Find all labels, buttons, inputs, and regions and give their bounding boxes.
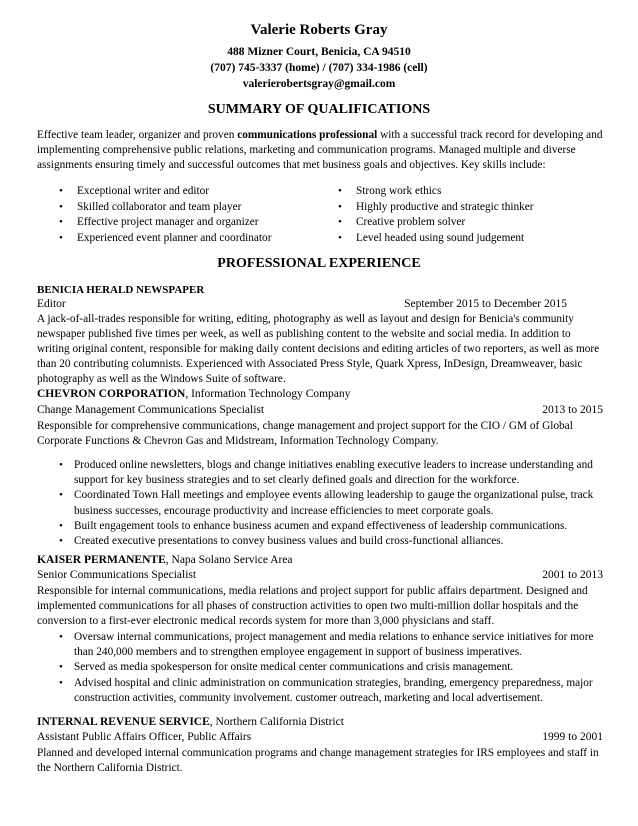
skills-right-list xyxy=(334,184,594,246)
org-name: KAISER PERMANENTE xyxy=(37,554,166,566)
role-dates: September 2015 to December 2015 xyxy=(404,298,567,310)
role-title: Assistant Public Affairs Officer, Public Affairs xyxy=(37,731,252,743)
benicia-description: A jack-of-all-trades responsible for writing, editing, photography as well as layout and design for Benicia's community newspaper published five times per week, as well as publishing content to the website and social media. In addition to writing original content, responsible for making daily content decisions and editing articles of two reporters, as well as more than 20 contributing columnists. Experienced with Associated Press Style, Quark Xpress, InDesign, Dreamweaver, basic photography as well as the Windows Suite of software. xyxy=(37,313,600,385)
achievement-item: • Oversaw internal communications, project management and media relations to enhance service initiatives for more than 240,000 members and to strengthen employee engagement in support of business imperatives. xyxy=(37,630,603,660)
skill-item: • Skilled collaborator and team player xyxy=(55,200,315,216)
org-benicia xyxy=(37,284,204,296)
org-detail: , Napa Solano Service Area xyxy=(165,554,293,566)
kaiser-description: Responsible for internal communications, media relations and project support for public affairs department. Designed and implemented communications for all phases of construction activities to open two multi-million dollar hospitals and the conversion to a first-ever electronic medical records system for more than 3,000 physicians and staff. xyxy=(37,585,588,627)
skill-item: • Creative problem solver xyxy=(334,215,594,231)
achievement-item: • Produced online newsletters, blogs and change initiatives enabling executive leaders to increase understanding and support for key business strategies and to set clearly defined goals and direction for the workforce. xyxy=(37,458,603,488)
phone: (707) 745-3337 (home) / (707) 334-1986 (cell) xyxy=(210,62,428,74)
skill-item: • Exceptional writer and editor xyxy=(55,184,315,200)
skills-left-list xyxy=(55,184,315,246)
org-kaiser xyxy=(37,554,293,566)
achievement-item: • Created executive presentations to convey business values and build cross-functional alliances. xyxy=(37,534,603,549)
summary-text-2: with a successful track record for developing and implementing comprehensive public relations, marketing and communication programs. Managed multiple and diverse assignments ensuring timely and successful outcomes that met business goals and objectives. Key skills include: xyxy=(37,129,603,171)
skill-item: • Highly productive and strategic thinker xyxy=(334,200,594,216)
experience-title: PROFESSIONAL EXPERIENCE xyxy=(217,256,421,271)
org-irs xyxy=(37,716,344,728)
summary-text-1: Effective team leader, organizer and proven xyxy=(37,129,238,141)
achievement-item: • Built engagement tools to enhance business acumen and expand effectiveness of leadership communications. xyxy=(37,519,603,534)
role-row-irs xyxy=(37,731,603,743)
role-title: Senior Communications Specialist xyxy=(37,569,197,581)
skill-item: • Level headed using sound judgement xyxy=(334,231,594,247)
achievement-item: • Coordinated Town Hall meetings and employee events allowing leadership to gauge the organizational pulse, track business successes, encourage productivity and increase efficiencies to meet corporate goals. xyxy=(37,488,603,518)
candidate-name: Valerie Roberts Gray xyxy=(250,22,388,38)
org-name: BENICIA HERALD NEWSPAPER xyxy=(37,284,205,296)
role-dates: 1999 to 2001 xyxy=(542,731,603,743)
role-row-benicia xyxy=(37,298,603,310)
chevron-description: Responsible for comprehensive communications, change management and project support for the CIO / GM of Global Corporate Functions & Chevron Gas and Midstream, Information Technology Company. xyxy=(37,420,573,447)
role-title: Editor xyxy=(37,298,66,310)
skill-item: • Strong work ethics xyxy=(334,184,594,200)
summary-paragraph xyxy=(37,128,603,173)
role-title: Change Management Communications Specialist xyxy=(37,404,265,416)
role-dates: 2001 to 2013 xyxy=(542,569,603,581)
chevron-bullets xyxy=(37,458,603,549)
kaiser-bullets xyxy=(37,630,603,706)
achievement-item: • Advised hospital and clinic administration on communication strategies, branding, emergency preparedness, major construction activities, community involvement. customer outreach, marketing and local advertisement. xyxy=(37,676,603,706)
summary-text-bold: communications professional xyxy=(237,129,378,141)
role-row-kaiser xyxy=(37,569,603,581)
summary-title: SUMMARY OF QUALIFICATIONS xyxy=(207,102,431,117)
email: valerierobertsgray@gmail.com xyxy=(242,78,396,90)
org-detail: , Information Technology Company xyxy=(185,388,351,400)
org-name: INTERNAL REVENUE SERVICE xyxy=(37,716,210,728)
skill-item: • Effective project manager and organizer xyxy=(55,215,315,231)
irs-description: Planned and developed internal communication programs and change management strategies for IRS employees and staff in the Northern California District. xyxy=(37,747,599,774)
org-detail: , Northern California District xyxy=(209,716,344,728)
org-chevron xyxy=(37,388,350,400)
role-row-chevron xyxy=(37,404,603,416)
skill-item: • Experienced event planner and coordinator xyxy=(55,231,315,247)
org-name: CHEVRON CORPORATION xyxy=(37,388,186,400)
role-dates: 2013 to 2015 xyxy=(542,404,603,416)
achievement-item: • Served as media spokesperson for onsite medical center communications and crisis management. xyxy=(37,660,603,675)
address: 488 Mizner Court, Benicia, CA 94510 xyxy=(227,46,411,58)
